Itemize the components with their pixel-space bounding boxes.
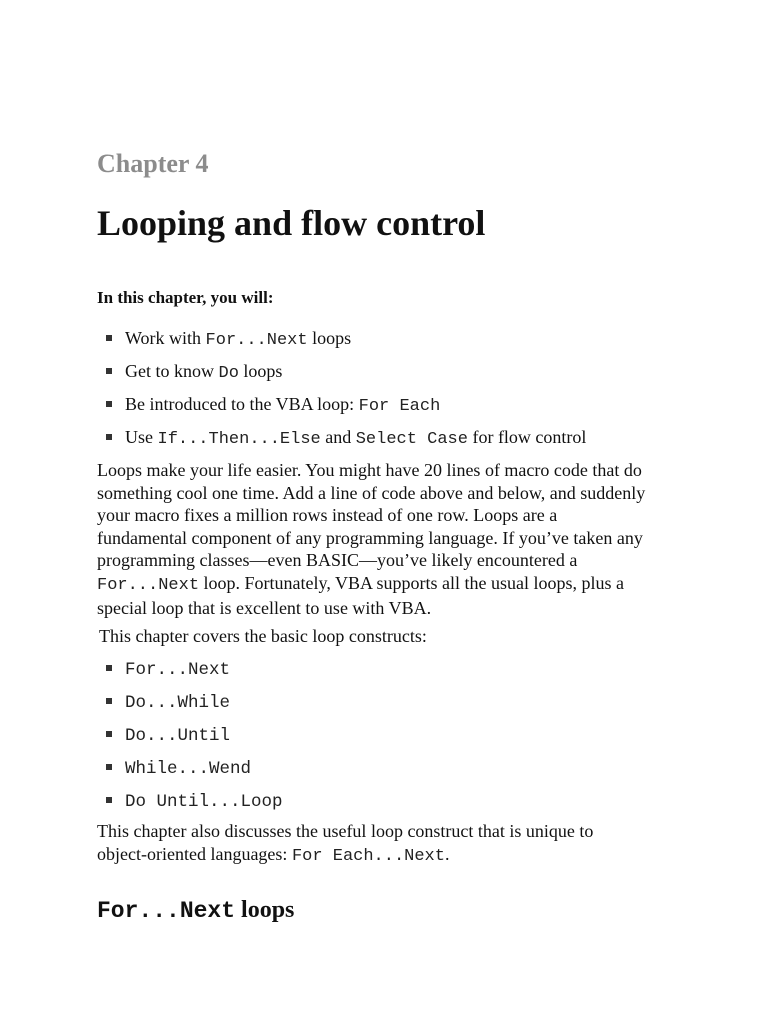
bullet-square-icon — [106, 797, 112, 803]
paragraph-line — [97, 572, 687, 598]
bullet-square-icon — [106, 731, 112, 737]
closing-paragraph — [97, 820, 687, 868]
item-code: Do...Until — [125, 726, 231, 746]
list-item — [125, 426, 586, 459]
item-text: Get to know — [125, 361, 219, 381]
paragraph-line: Loops make your life easier. You might have 20 lines of macro code that do — [97, 460, 642, 480]
list-item — [125, 360, 586, 393]
intro-heading: In this chapter, you will: — [97, 288, 274, 307]
item-code: Do Until...Loop — [125, 792, 283, 812]
bullet-square-icon — [106, 335, 112, 341]
constructs-intro: This chapter covers the basic loop constructs: — [99, 626, 427, 646]
bullet-square-icon — [106, 665, 112, 671]
paragraph-line: special loop that is excellent to use with VBA. — [97, 598, 432, 618]
paragraph-text: loop. Fortunately, VBA supports all the usual loops, plus a — [199, 572, 625, 593]
item-text: loops — [307, 328, 352, 348]
bullet-square-icon — [106, 401, 112, 407]
bullet-square-icon — [106, 434, 112, 440]
item-code: For...Next — [205, 331, 308, 350]
item-code: While...Wend — [125, 759, 252, 779]
list-item — [125, 690, 283, 723]
section-heading-text: loops — [235, 897, 295, 923]
section-heading-code: For...Next — [97, 898, 236, 924]
paragraph-line — [97, 843, 687, 869]
list-item — [125, 327, 586, 360]
item-text: for flow control — [467, 427, 587, 447]
paragraph-line: something cool one time. Add a line of code above and below, and suddenly — [97, 482, 646, 503]
intro-paragraph — [97, 459, 687, 620]
bullet-square-icon — [106, 764, 112, 770]
chapter-label: Chapter 4 — [97, 149, 209, 178]
paragraph-text: . — [444, 843, 450, 864]
chapter-title: Looping and flow control — [97, 203, 486, 243]
item-code: For...Next — [125, 660, 231, 680]
item-text: loops — [238, 361, 283, 381]
paragraph-line: programming classes—even BASIC—you’ve likely encountered a — [97, 550, 578, 570]
list-item — [125, 393, 586, 426]
list-item — [125, 789, 283, 822]
paragraph-line: fundamental component of any programming language. If you’ve taken any — [97, 527, 643, 548]
item-text: Work with — [125, 328, 206, 348]
section-heading — [97, 895, 294, 926]
objectives-list — [125, 327, 586, 459]
list-item — [125, 657, 283, 690]
inline-code: For...Next — [97, 575, 200, 595]
inline-code: For Each...Next — [291, 846, 445, 866]
item-code: Select Case — [355, 430, 468, 449]
list-item — [125, 723, 283, 756]
item-code: If...Then...Else — [157, 430, 321, 449]
bullet-square-icon — [106, 368, 112, 374]
item-text: Use — [125, 427, 158, 447]
list-item — [125, 756, 283, 789]
item-code: For Each — [358, 397, 441, 416]
item-text: and — [320, 427, 356, 447]
bullet-square-icon — [106, 698, 112, 704]
item-text: Be introduced to the VBA loop: — [125, 394, 359, 414]
paragraph-line: This chapter also discusses the useful loop construct that is unique to — [97, 821, 594, 841]
paragraph-text: object-oriented languages: — [97, 843, 292, 864]
loop-constructs-list — [125, 657, 283, 822]
item-code: Do...While — [125, 693, 231, 713]
item-code: Do — [218, 364, 239, 383]
paragraph-line: your macro fixes a million rows instead of one row. Loops are a — [97, 505, 558, 525]
